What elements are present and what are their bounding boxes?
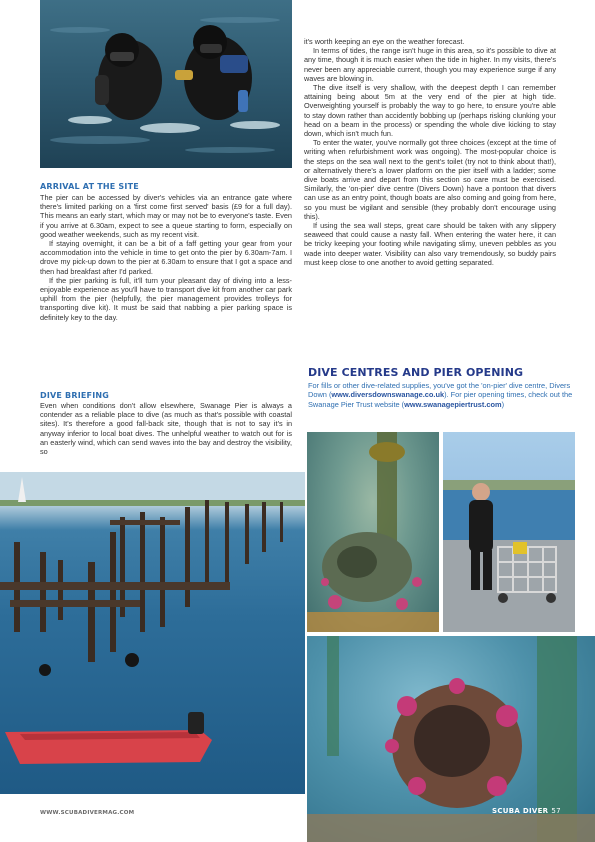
photo-old-pier-posts	[0, 472, 305, 794]
footer-magazine-page	[492, 807, 561, 815]
arrival-body-text	[40, 193, 292, 322]
footer-website: WWW.SCUBADIVERMAG.COM	[40, 810, 135, 816]
magazine-name: SCUBA DIVER	[492, 807, 549, 815]
paragraph: To enter the water, you've normally got three choices (except at the time of writing when refurbishment work was ongoing). The most-popular choice is the steps on the sea wall next to the gent's toilet (try not to think about that!), or alternatively there's a lower platform on the pier itself with a ladder; some dive boats arrive and depart from this section so care must be exercised. Similarly, the 'on-pier' dive centre (Divers Down) have a pontoon that divers can use as an entry point, though boats are also coming and going from here, so you must be vigilant and sensible (they probably don't encourage using this).	[304, 138, 556, 221]
paragraph: If the pier parking is full, it'll turn your pleasant day of diving into a less-enjoyable experience as you'll have to transport dive kit from another car park uphill from the pier (helpfully, the pier management provides trolleys for transporting dive kit). It must be said that nabbing a pier parking space is definitely key to the day.	[40, 275, 292, 322]
briefing-body-text	[40, 401, 292, 456]
right-column-body-text	[304, 37, 556, 267]
section-heading-arrival: ARRIVAL AT THE SITE	[40, 182, 139, 191]
pier-trust-link[interactable]: www.swanagepiertrust.com	[404, 399, 502, 409]
paragraph: Even when conditions don't allow elsewhere, Swanage Pier is always a contender as a reliable place to dive (as much as that's possible with coastal sites). It's therefore a good fall-back site, though that is not to say it's in anyway inferior to local boat dives. The unhelpful weather to watch out for is an easterly wind, which can send waves into the bay and destroy the visibility, so	[40, 401, 292, 457]
box-text-part: ). For pier opening times, check out the Swanage Pier Trust website (	[308, 390, 573, 409]
paragraph: The pier can be accessed by diver's vehicles via an entrance gate where there's limited parking on a 'first come first served' basis (£9 for a full day). This means an early start, which may or may not be to everyone's taste. Even if you arrive at 6.30am, expect to see a queue starting to form, especially on good weather weekends, such as my recent visit.	[40, 193, 292, 239]
photo-two-divers-in-water	[40, 0, 292, 168]
page-number: 57	[551, 807, 561, 815]
box-heading-dive-centres: DIVE CENTRES AND PIER OPENING	[308, 366, 524, 379]
divers-down-link[interactable]: www.diversdownswanage.co.uk	[331, 390, 445, 400]
paragraph: The dive itself is very shallow, with the deepest depth I can remember attaining being about 5m at the very end of the pier at high tide. Overweighting yourself is probably the way to go here, to ensure you're able to stay down rather than accidently bobbing up (perhaps risking clunking your head on a beam in the process) or spending the whole dive kicking to stay down, which isn't much fun.	[304, 83, 556, 139]
box-text-part: For fills or other dive-related supplies, you've got the 'on-pier' dive centre, Divers Down (	[308, 381, 571, 400]
paragraph: it's worth keeping an eye on the weather forecast.	[304, 37, 465, 46]
box-text-part: )	[501, 399, 505, 409]
photo-diver-with-trolley	[443, 432, 575, 632]
box-body-text	[308, 381, 574, 409]
paragraph: If using the sea wall steps, great care should be taken with any slippery seaweed that could cause a nasty fall. When entering the water here, it can be tricky keeping your footing while navigating slimy, uneven pebbles as you wade into deeper water. Visibility can also vary tremendously, so buddy pairs must keep close to one another to avoid getting separated.	[304, 221, 556, 267]
paragraph: If staying overnight, it can be a bit of a faff getting your gear from your accommodation into the vehicle in time to get onto the pier by 6.30am-7am. I drove my pick-up down to the pier at 6.30am to ensure that I got a space and then had breakfast after I'd parked.	[40, 239, 292, 276]
photo-underwater-wreckage	[307, 432, 439, 632]
paragraph: In terms of tides, the range isn't huge in this area, so it's possible to dive at any time, though it is much easier when the tide in higher. In my visits, there's never been any appreciable current, though you may experience surge if any waves are blowing in.	[304, 46, 556, 83]
section-heading-dive-briefing: DIVE BRIEFING	[40, 391, 110, 400]
